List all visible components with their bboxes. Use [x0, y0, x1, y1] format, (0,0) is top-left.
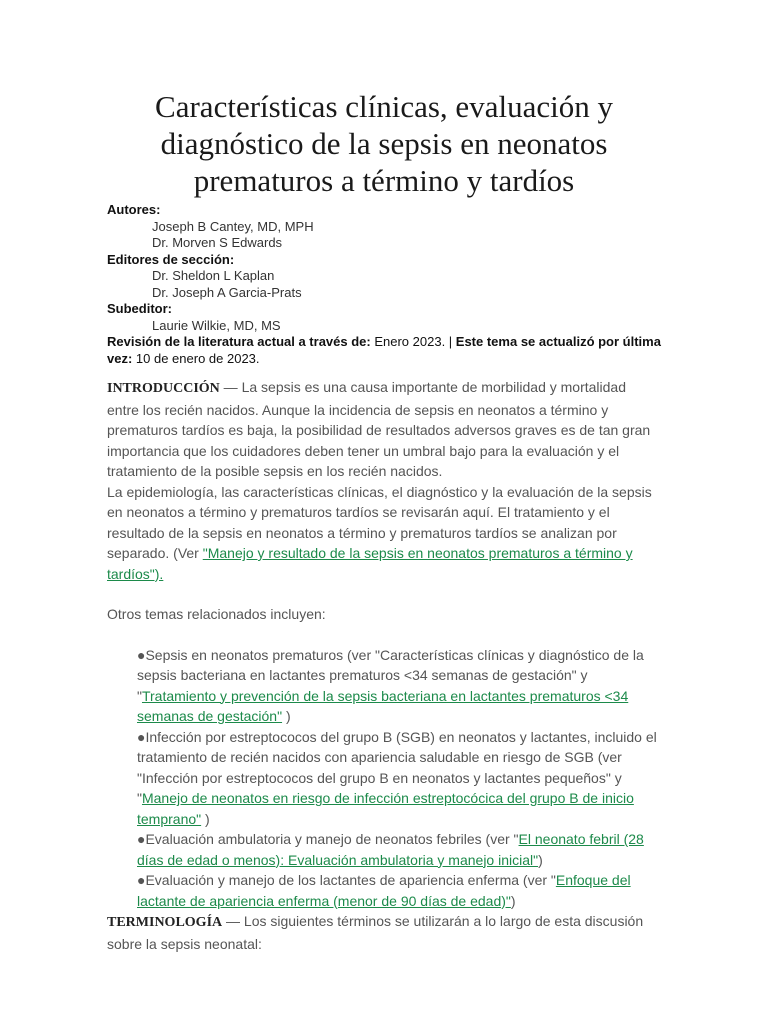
list-item-text: ●Sepsis en neonatos prematuros (ver "Características clínicas y diagnóstico de la sepsis bacteriana en lactantes prematuros <34 semanas de gestación" y " — [137, 646, 644, 704]
metadata-block — [107, 202, 661, 367]
document-body — [107, 377, 661, 954]
list-item — [137, 829, 661, 870]
deputy-editor-label: Subeditor: — [107, 301, 172, 316]
management-topic-link[interactable]: "Manejo y resultado de la sepsis en neonatos prematuros a término y tardíos"). — [107, 545, 633, 582]
related-topics-list — [107, 645, 661, 912]
intro-heading: INTRODUCCIÓN — [107, 381, 220, 396]
list-item-suffix: ) — [510, 892, 516, 909]
author-name: Joseph B Cantey, MD, MPH — [152, 218, 314, 234]
related-topic-link[interactable]: Enfoque del lactante de apariencia enferma (menor de 90 días de edad)" — [137, 872, 631, 909]
list-item-text: ●Evaluación ambulatoria y manejo de neonatos febriles (ver " — [137, 831, 519, 847]
list-item-suffix: ) — [282, 708, 291, 724]
intro-paragraph — [107, 377, 661, 482]
authors-label: Autores: — [107, 202, 161, 217]
intro-text-2: La epidemiología, las características clínicas, el diagnóstico y la evaluación de la sepsis en neonatos a término y prematuros tardíos se revisarán aquí. El tratamiento y el resultado de la sepsis en neonatos a término y prematuros tardíos se analizan por separado. (Ver — [107, 483, 652, 561]
list-item-text: ●Infección por estreptococos del grupo B (SGB) en neonatos y lactantes, incluido el tratamiento de recién nacidos con apariencia saludable en riesgo de SGB (ver "Infección por estreptococos del grupo B en neonatos y lactantes pequeños" y " — [137, 728, 657, 806]
related-topic-link[interactable]: Manejo de neonatos en riesgo de infección estreptocócica del grupo B de inicio temprano" — [137, 790, 634, 827]
related-topic-link[interactable]: Tratamiento y prevención de la sepsis bacteriana en lactantes prematuros <34 semanas de gestación" — [137, 687, 629, 724]
section-editor-name: Dr. Sheldon L Kaplan — [152, 268, 275, 283]
review-value: Enero 2023. | — [370, 334, 456, 349]
list-item — [137, 870, 661, 911]
section-editor-name: Dr. Joseph A Garcia-Prats — [152, 284, 302, 300]
intro-text: — La sepsis es una causa importante de morbilidad y mortalidad entre los recién nacidos. Aunque la incidencia de sepsis en neonatos a término y prematuros tardíos es baja, la posibilidad de resultados adversos graves es de tan gran importancia que los cuidadores deben tener un umbral bajo para la evaluación y el tratamiento de la posible sepsis en los recién nacidos. — [107, 379, 651, 479]
list-item — [137, 645, 661, 727]
deputy-editor-name: Laurie Wilkie, MD, MS — [152, 317, 281, 333]
review-line — [107, 334, 661, 367]
list-item-text: ●Evaluación y manejo de los lactantes de apariencia enferma (ver " — [137, 872, 556, 888]
section-editors-label: Editores de sección: — [107, 251, 235, 267]
review-label: Revisión de la literatura actual a través de: — [107, 334, 371, 349]
list-item — [137, 727, 661, 830]
terminology-text: — Los siguientes términos se utilizarán a lo largo de esta discusión sobre la sepsis neonatal: — [107, 913, 644, 952]
list-item-suffix: ) — [201, 810, 210, 827]
updated-label: Este tema se actualizó por última vez: — [107, 334, 661, 366]
author-name: Dr. Morven S Edwards — [152, 235, 283, 250]
terminology-paragraph — [107, 911, 661, 954]
related-topics-label: Otros temas relacionados incluyen: — [107, 606, 326, 622]
list-item-suffix: ) — [538, 851, 543, 868]
document-title: Características clínicas, evaluación y diagnóstico de la sepsis en neonatos prematuros a término y tardíos — [155, 89, 613, 198]
updated-value: 10 de enero de 2023. — [132, 350, 260, 366]
terminology-heading: TERMINOLOGÍA — [107, 915, 223, 930]
intro-paragraph-2 — [107, 482, 661, 585]
related-topic-link[interactable]: El neonato febril (28 días de edad o menos): Evaluación ambulatoria y manejo inicial" — [137, 831, 644, 868]
